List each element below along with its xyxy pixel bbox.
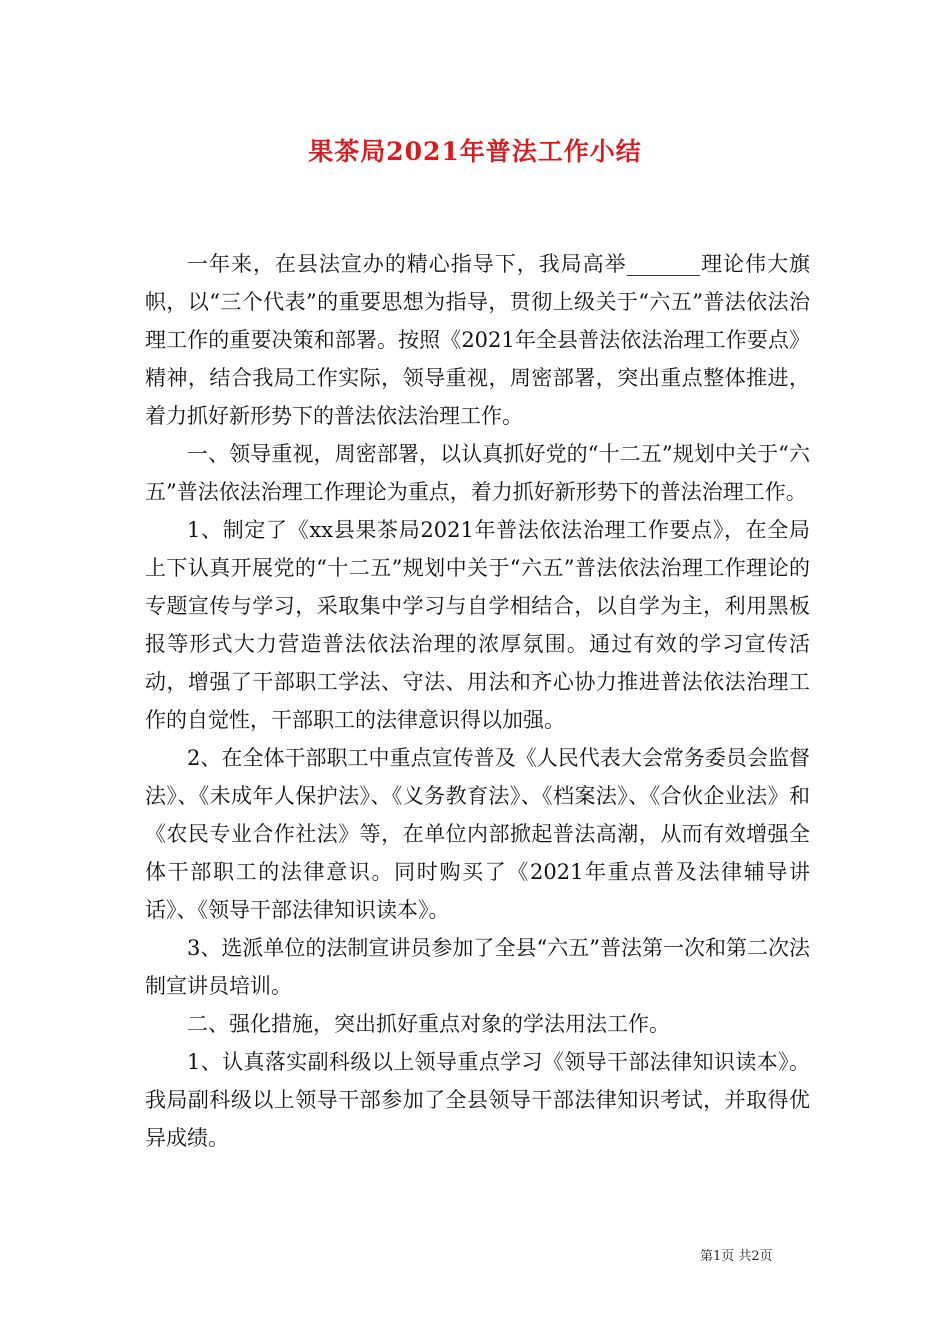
page-number: 第1页 共2页 [700,1249,773,1264]
paragraph: 3、选派单位的法制宣讲员参加了全县“六五”普法第一次和第二次法制宣讲员培训。 [145,936,810,998]
document-title: 果茶局2021年普法工作小结 [308,137,642,166]
paragraph: 2、在全体干部职工中重点宣传普及《人民代表大会常务委员会监督法》、《未成年人保护法》、《义务教育法》、《档案法》、《合伙企业法》和《农民专业合作社法》等，在单位内部掀起普法高潮，从而有效增强全体干部职工的法律意识。同时购买了《2021年重点普及法律辅导讲话》、《领导干部法律知识读本》。 [145,746,810,922]
paragraph: 一、领导重视，周密部署，以认真抓好党的“十二五”规划中关于“六五”普法依法治理工作理论为重点，着力抓好新形势下的普法治理工作。 [145,442,810,504]
paragraph: 二、强化措施，突出抓好重点对象的学法用法工作。 [187,1012,670,1036]
paragraph: 1、认真落实副科级以上领导重点学习《领导干部法律知识读本》。我局副科级以上领导干部参加了全县领导干部法律知识考试，并取得优异成绩。 [145,1050,810,1150]
paragraph: 1、制定了《xx县果茶局2021年普法依法治理工作要点》，在全局上下认真开展党的“十二五”规划中关于“六五”普法依法治理工作理论的专题宣传与学习，采取集中学习与自学相结合，以自学为主，利用黑板报等形式大力营造普法依法治理的浓厚氛围。通过有效的学习宣传活动，增强了干部职工学法、守法、用法和齐心协力推进普法依法治理工作的自觉性，干部职工的法律意识得以加强。 [145,518,810,732]
document-body [145,245,810,1157]
paragraph: 一年来，在县法宣办的精心指导下，我局高举_______理论伟大旗帜，以“三个代表”的重要思想为指导，贯彻上级关于“六五”普法依法治理工作的重要决策和部署。按照《2021年全县普法依法治理工作要点》精神，结合我局工作实际，领导重视，周密部署，突出重点整体推进，着力抓好新形势下的普法依法治理工作。 [145,252,810,428]
